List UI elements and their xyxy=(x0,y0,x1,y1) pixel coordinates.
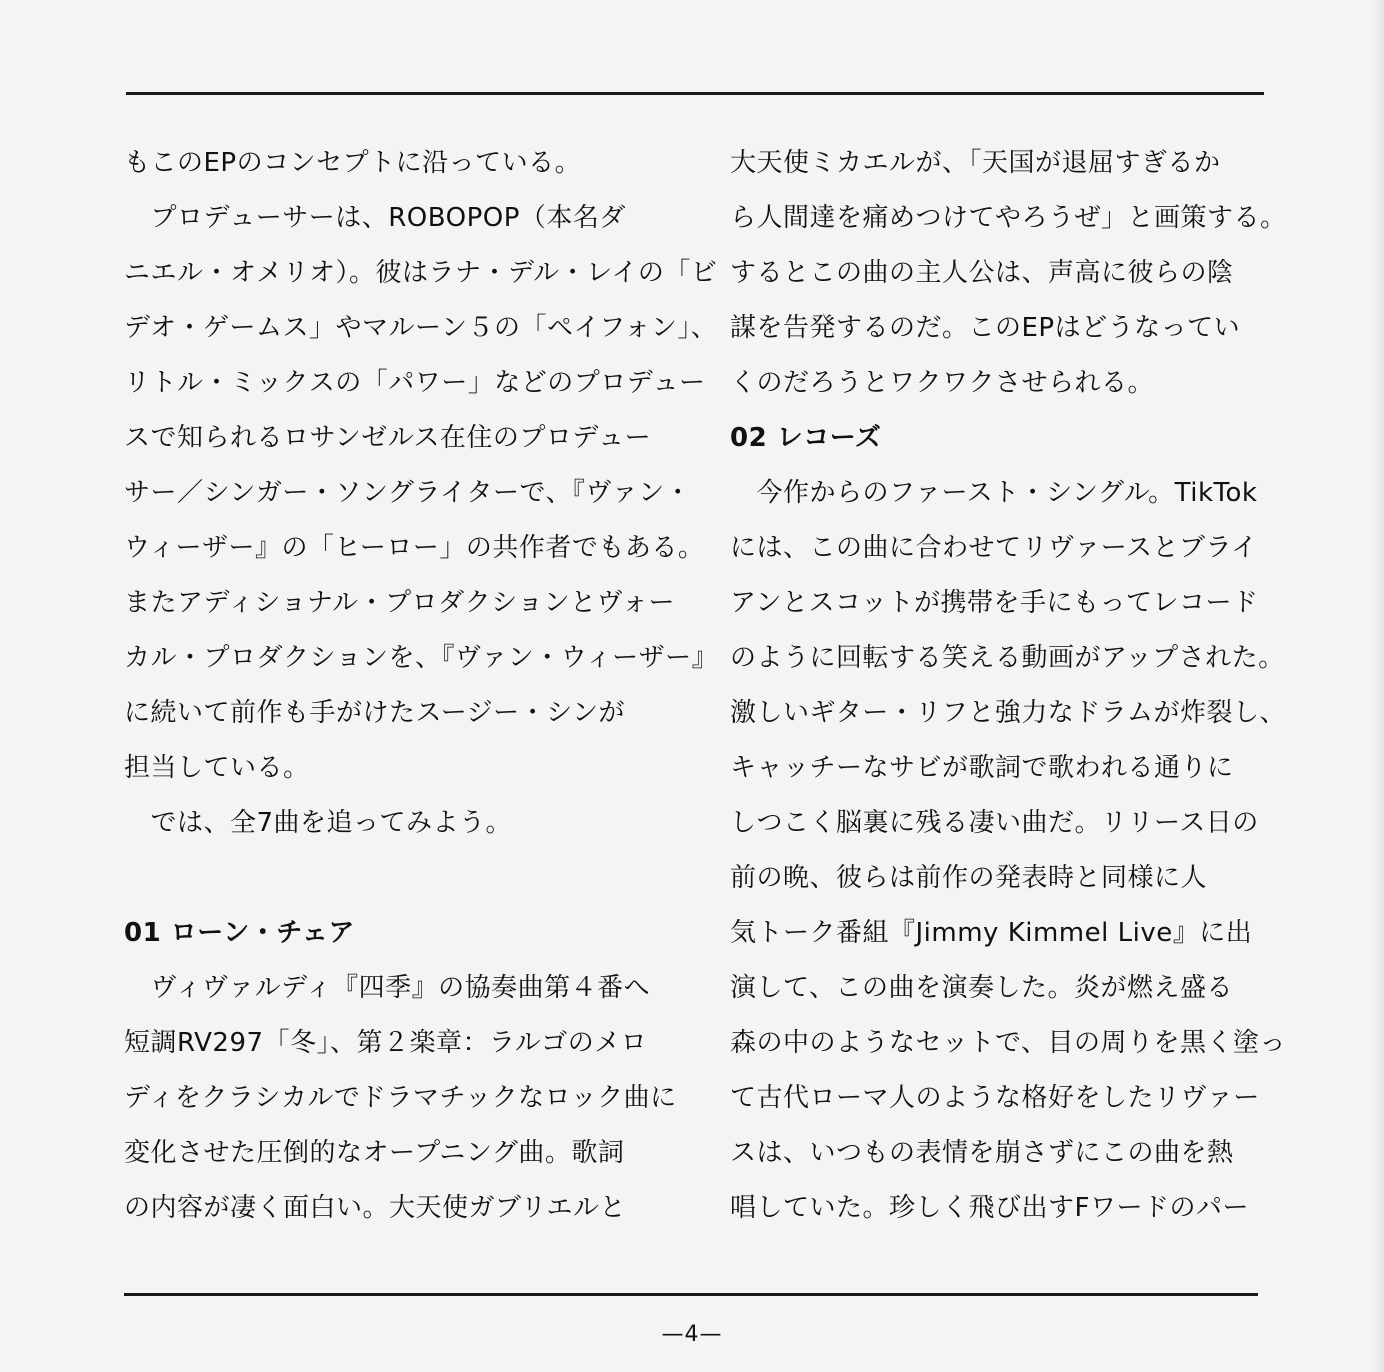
text-line: するとこの曲の主人公は、声高に彼らの陰 xyxy=(730,258,1234,288)
text-line: サー／シンガー・ソングライターで、『ヴァン・ xyxy=(124,478,692,508)
text-line: スは、いつもの表情を崩さずにこの曲を熱 xyxy=(730,1138,1234,1168)
text-line: プロデューサーは、ROBOPOP（本名ダ xyxy=(124,203,626,233)
text-line: 唱していた。珍しく飛び出すFワードのパー xyxy=(730,1193,1249,1223)
text-line: しつこく脳裏に残る凄い曲だ。リリース日の xyxy=(730,808,1259,838)
page-edge-shadow xyxy=(1370,0,1384,1372)
section-heading-02: 02 レコーズ xyxy=(730,423,882,453)
section-heading-01: 01 ローン・チェア xyxy=(124,918,355,948)
bottom-rule xyxy=(124,1293,1258,1296)
left-column xyxy=(124,136,719,1236)
text-line: に続いて前作も手がけたスージー・シンが xyxy=(124,698,626,728)
text-line: デオ・ゲームス」やマルーン５の「ペイフォン」、 xyxy=(124,313,718,343)
text-line: 激しいギター・リフと強力なドラムが炸裂し、 xyxy=(730,698,1286,728)
blank-line xyxy=(124,851,652,906)
text-line: リトル・ミックスの「パワー」などのプロデュー xyxy=(124,368,706,398)
text-line: 演して、この曲を演奏した。炎が燃え盛る xyxy=(730,973,1233,1003)
page-number: —4— xyxy=(661,1322,723,1347)
text-line: ニエル・オメリオ）。彼はラナ・デル・レイの「ビ xyxy=(124,258,718,288)
text-line: アンとスコットが携帯を手にもってレコード xyxy=(730,588,1259,618)
text-line: ヴィヴァルディ『四季』の協奏曲第４番へ xyxy=(124,973,651,1003)
text-line: 森の中のようなセットで、目の周りを黒く塗っ xyxy=(730,1028,1286,1058)
text-line: 今作からのファースト・シングル。TikTok xyxy=(730,478,1258,508)
text-line: 大天使ミカエルが、「天国が退屈すぎるか xyxy=(730,148,1221,178)
text-line: では、全7曲を追ってみよう。 xyxy=(124,808,513,838)
text-line: ウィーザー』の「ヒーロー」の共作者でもある。 xyxy=(124,533,705,563)
text-line: 担当している。 xyxy=(124,753,310,783)
text-line: キャッチーなサビが歌詞で歌われる通りに xyxy=(730,753,1234,783)
right-column-text xyxy=(730,136,1287,1236)
text-line: もこのEPのコンセプトに沿っている。 xyxy=(124,148,582,178)
top-rule xyxy=(126,92,1264,95)
text-line: て古代ローマ人のような格好をしたリヴァー xyxy=(730,1083,1260,1113)
text-line: 短調RV297「冬」、第２楽章：ラルゴのメロ xyxy=(124,1028,648,1058)
text-line: のように回転する笑える動画がアップされた。 xyxy=(730,643,1285,673)
text-line: ら人間達を痛めつけてやろうぜ」と画策する。 xyxy=(730,203,1287,233)
left-column-text xyxy=(124,136,719,1236)
text-line: カル・プロダクションを、『ヴァン・ウィーザー』 xyxy=(124,643,719,673)
text-line: 謀を告発するのだ。このEPはどうなってい xyxy=(730,313,1241,343)
text-line: スで知られるロサンゼルス在住のプロデュー xyxy=(124,423,652,453)
text-line: 前の晩、彼らは前作の発表時と同様に人 xyxy=(730,863,1208,893)
right-column xyxy=(730,136,1287,1236)
text-line: には、この曲に合わせてリヴァースとブライ xyxy=(730,533,1258,563)
text-line: の内容が凄く面白い。大天使ガブリエルと xyxy=(124,1193,626,1223)
text-line: 気トーク番組『Jimmy Kimmel Live』に出 xyxy=(730,918,1253,948)
text-line: またアディショナル・プロダクションとヴォー xyxy=(124,588,676,618)
text-line: 変化させた圧倒的なオープニング曲。歌詞 xyxy=(124,1138,625,1168)
text-line: ディをクラシカルでドラマチックなロック曲に xyxy=(124,1083,677,1113)
text-line: くのだろうとワクワクさせられる。 xyxy=(730,368,1155,398)
